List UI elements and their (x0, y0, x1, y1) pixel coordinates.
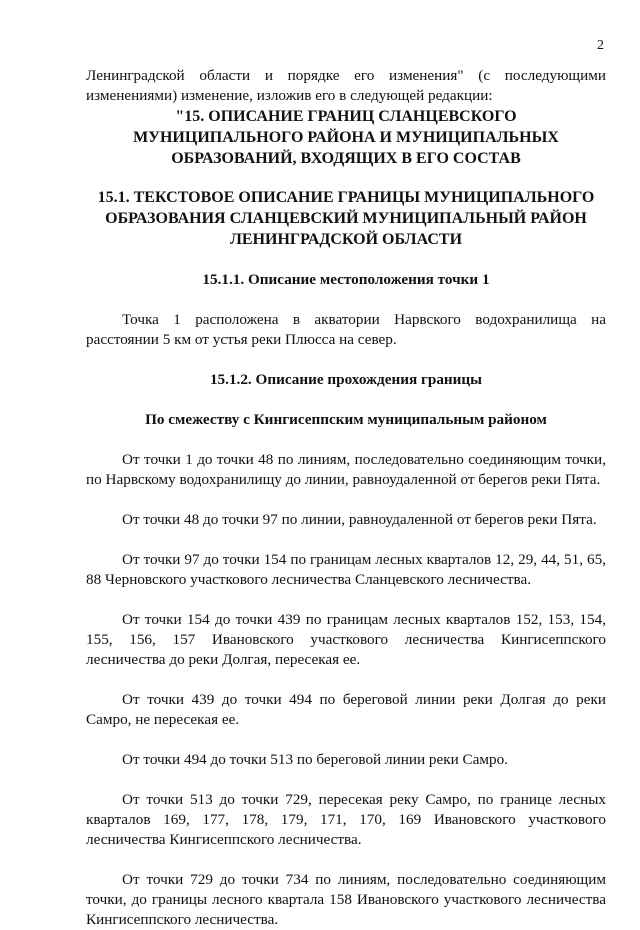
page-number: 2 (597, 38, 604, 53)
subsection-title-line: ОБРАЗОВАНИЯ СЛАНЦЕВСКИЙ МУНИЦИПАЛЬНЫЙ РАЙОН (105, 210, 587, 227)
heading-adjacent-district: По смежеству с Кингисеппским муниципальным районом (145, 411, 547, 428)
border-paragraph: От точки 1 до точки 48 по линиям, последовательно соединяющим точки, по Нарвскому водохранилищу до линии, равноудаленной от берегов реки Пята. (86, 451, 606, 488)
heading-border-description: 15.1.2. Описание прохождения границы (209, 371, 483, 388)
border-paragraph: От точки 154 до точки 439 по границам лесных кварталов 152, 153, 154, 155, 156, 157 Ивановского участкового лесничества Кингисеппского лесничества до реки Долгая, пересекая ее. (86, 611, 606, 668)
heading-point-location: 15.1.1. Описание местоположения точки 1 (202, 271, 490, 288)
border-paragraph: От точки 513 до точки 729, пересекая реку Самро, по границе лесных кварталов 169, 177, 178, 179, 171, 170, 169 Ивановского участкового лесничества Кингисеппского лесничества. (86, 791, 606, 848)
subsection-title-line: ЛЕНИНГРАДСКОЙ ОБЛАСТИ (229, 231, 463, 248)
section-title-line: "15. ОПИСАНИЕ ГРАНИЦ СЛАНЦЕВСКОГО (175, 108, 517, 125)
border-paragraph: От точки 97 до точки 154 по границам лесных кварталов 12, 29, 44, 51, 65, 88 Черновского участкового лесничества Сланцевского лесничества. (86, 551, 606, 588)
section-title (86, 106, 606, 169)
border-paragraph: От точки 494 до точки 513 по береговой линии реки Самро. (122, 751, 508, 768)
subsection-title (86, 187, 606, 250)
subsection-title-line: 15.1. ТЕКСТОВОЕ ОПИСАНИЕ ГРАНИЦЫ МУНИЦИПАЛЬНОГО (97, 189, 595, 206)
document-body (86, 66, 606, 930)
border-paragraph: От точки 48 до точки 97 по линии, равноудаленной от берегов реки Пята. (122, 511, 597, 528)
section-title-line: ОБРАЗОВАНИЙ, ВХОДЯЩИХ В ЕГО СОСТАВ (171, 150, 521, 167)
section-title-line: МУНИЦИПАЛЬНОГО РАЙОНА И МУНИЦИПАЛЬНЫХ (133, 129, 559, 146)
intro-paragraph: Ленинградской области и порядке его изменения" (с последующими изменениями) изменение, изложив его в следующей редакции: (86, 67, 606, 104)
border-paragraph: От точки 729 до точки 734 по линиям, последовательно соединяющим точки, до границы лесного квартала 158 Ивановского участкового лесничества Кингисеппского лесничества. (86, 871, 606, 928)
point-description: Точка 1 расположена в акватории Нарвского водохранилища на расстоянии 5 км от устья реки Плюсса на север. (86, 311, 606, 348)
border-paragraph: От точки 439 до точки 494 по береговой линии реки Долгая до реки Самро, не пересекая ее. (86, 691, 606, 728)
